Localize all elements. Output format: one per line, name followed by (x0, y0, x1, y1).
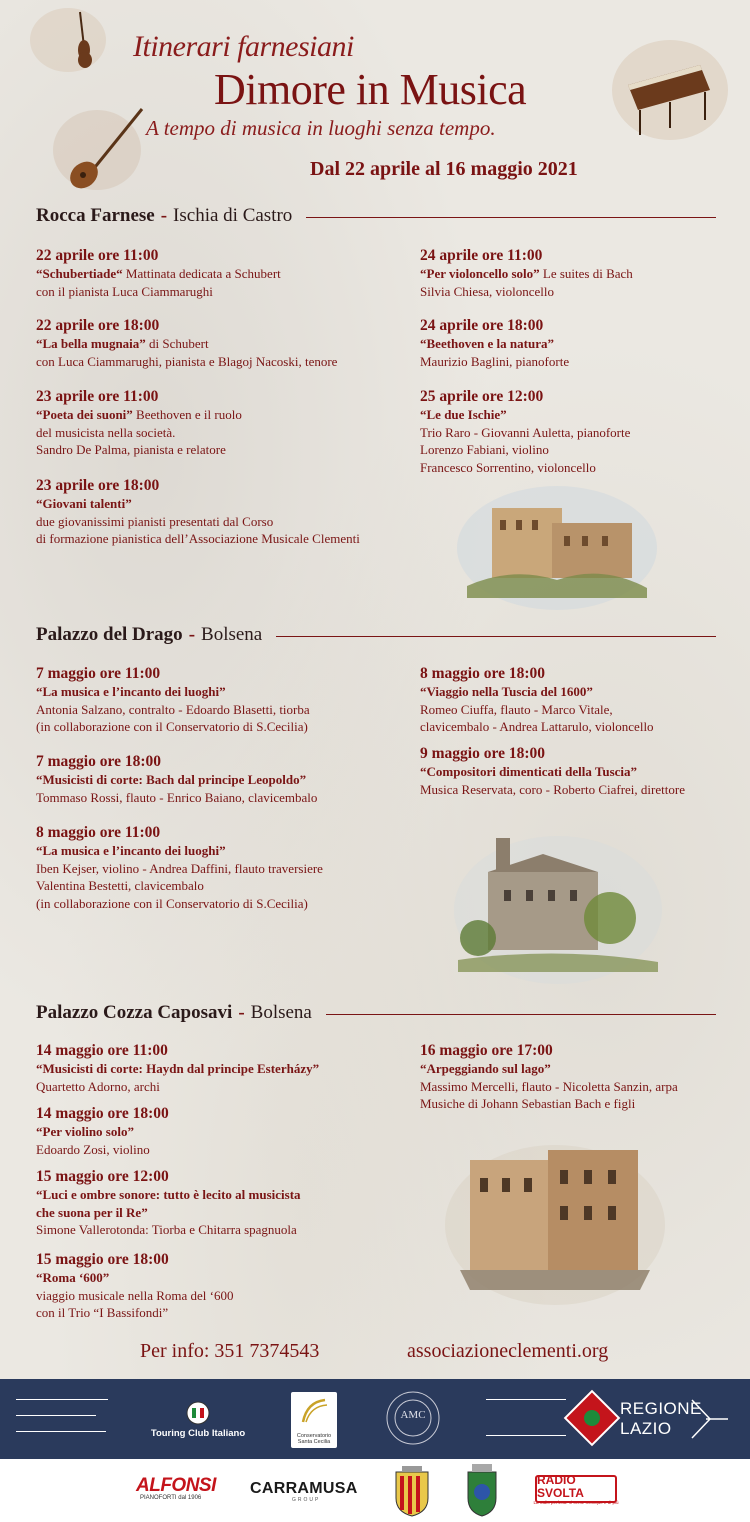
event-title: “Per violoncello solo” (420, 266, 540, 281)
rocca-farnese-watercolor (452, 468, 662, 618)
event-detail: viaggio musicale nella Roma del ‘600 (36, 1287, 234, 1303)
event-date: 23 aprile ore 18:00 (36, 477, 160, 494)
event-detail: con il pianista Luca Ciammarughi (36, 283, 213, 299)
event-item (36, 388, 416, 459)
event-item (420, 317, 720, 370)
event-title: “Arpeggiando sul lago” (420, 1061, 551, 1076)
event-item (36, 1251, 416, 1322)
event-date: 25 aprile ore 12:00 (420, 388, 544, 405)
event-description: di Schubert (145, 336, 209, 351)
touring-club-icon (186, 1401, 210, 1425)
series-title: Itinerari farnesiani (133, 30, 354, 63)
municipality-coat-of-arms-icon (462, 1460, 502, 1518)
radio-svolta-tagline: La radio perfetta: si sente ovunque e di più (533, 1499, 619, 1505)
event-title: “Luci e ombre sonore: tutto è lecito al musicista (36, 1187, 301, 1202)
event-detail: con Luca Ciammarughi, pianista e Blagoj Nacoski, tenore (36, 353, 338, 369)
venue-town: Ischia di Castro (173, 205, 293, 226)
venue-town: Bolsena (250, 1002, 312, 1023)
event-date: 24 aprile ore 11:00 (420, 247, 543, 264)
event-detail: di formazione pianistica dell’Associazione Musicale Clementi (36, 531, 360, 546)
event-title: “La musica e l’incanto dei luoghi” (36, 843, 226, 858)
event-detail: (in collaborazione con il Conservatorio di S.Cecilia) (36, 895, 308, 911)
band-line (486, 1399, 566, 1400)
event-title: “Giovani talenti” (36, 496, 132, 511)
carramusa-logo: CARRAMUSA (250, 1480, 358, 1497)
page-subtitle: A tempo di musica in luoghi senza tempo. (146, 116, 496, 140)
event-description: Mattinata dedicata a Schubert (122, 266, 281, 281)
lute-illustration (52, 95, 152, 195)
touring-club-label: Touring Club Italiano (150, 1427, 246, 1439)
harpsichord-illustration (610, 30, 730, 150)
section-rule (276, 636, 716, 637)
event-detail: Musiche di Johann Sebastian Bach e figli (420, 1096, 636, 1111)
palazzo-del-drago-watercolor (448, 820, 668, 990)
event-item (420, 1042, 730, 1113)
event-detail: (in collaborazione con il Conservatorio di S.Cecilia) (36, 719, 308, 734)
event-date: 9 maggio ore 18:00 (420, 745, 545, 762)
event-item (420, 745, 720, 798)
event-detail: Sandro De Palma, pianista e relatore (36, 442, 226, 457)
event-description: Le suites di Bach (539, 266, 633, 281)
section-rule (326, 1014, 716, 1015)
event-detail: Edoardo Zosi, violino (36, 1141, 150, 1157)
section-header-palazzo-del-drago (36, 622, 716, 648)
event-date: 16 maggio ore 17:00 (420, 1042, 553, 1059)
event-detail: Trio Raro - Giovanni Auletta, pianoforte (420, 424, 631, 440)
event-title: “Le due Ischie” (420, 407, 507, 422)
band-line (16, 1399, 108, 1400)
event-detail: del musicista nella società. (36, 424, 176, 440)
venue-town: Bolsena (201, 624, 263, 645)
bolsena-coat-of-arms-icon (392, 1462, 432, 1518)
festival-dates: Dal 22 aprile al 16 maggio 2021 (310, 158, 578, 180)
touring-club-logo (148, 1397, 248, 1442)
event-item (36, 665, 416, 736)
event-detail: due giovanissimi pianisti presentati dal Corso (36, 513, 274, 529)
event-date: 8 maggio ore 11:00 (36, 824, 161, 841)
event-title: “La bella mugnaia” (36, 336, 146, 351)
event-detail: Iben Kejser, violino - Andrea Daffini, flauto traversiere (36, 860, 323, 876)
violin-illustration (28, 4, 108, 76)
alfonsi-logo: ALFONSI (136, 1475, 216, 1496)
event-title: “Beethoven e la natura” (420, 336, 554, 351)
carramusa-tagline: GROUP (292, 1497, 321, 1503)
band-line (16, 1415, 96, 1416)
regione-lazio-label-line1: REGIONE (620, 1399, 702, 1418)
regione-lazio-label-line2: LAZIO (620, 1419, 672, 1438)
radio-svolta-logo (533, 1472, 619, 1505)
event-item (36, 477, 436, 548)
event-title: “Schubertiade“ (36, 266, 123, 281)
event-item (420, 388, 720, 476)
event-date: 14 maggio ore 11:00 (36, 1042, 168, 1059)
event-item (36, 247, 416, 300)
palazzo-cozza-caposavi-watercolor (440, 1130, 670, 1310)
event-date: 7 maggio ore 11:00 (36, 665, 161, 682)
event-item (36, 1042, 416, 1095)
venue-name: Palazzo del Drago (36, 624, 183, 645)
conservatorio-label: Conservatorio Santa Cecilia (296, 1433, 332, 1445)
event-detail: Musica Reservata, coro - Roberto Ciafrei, direttore (420, 781, 685, 797)
event-detail: clavicembalo - Andrea Lattarulo, violoncello (420, 719, 654, 734)
event-item (36, 1168, 416, 1239)
section-rule (306, 217, 716, 218)
event-detail: Francesco Sorrentino, violoncello (420, 459, 596, 475)
event-detail: Lorenzo Fabiani, violino (420, 442, 549, 457)
band-line (16, 1431, 106, 1432)
event-item (36, 317, 416, 370)
event-item (420, 247, 720, 300)
event-title: “La musica e l’incanto dei luoghi” (36, 684, 226, 699)
event-detail: Tommaso Rossi, flauto - Enrico Baiano, clavicembalo (36, 789, 318, 805)
event-item (36, 1105, 416, 1158)
event-date: 24 aprile ore 18:00 (420, 317, 544, 334)
event-date: 14 maggio ore 18:00 (36, 1105, 169, 1122)
band-line (486, 1435, 566, 1436)
event-detail: Valentina Bestetti, clavicembalo (36, 878, 204, 893)
section-header-rocca-farnese (36, 203, 716, 229)
alfonsi-tagline: PIANOFORTI dal 1906 (140, 1495, 202, 1501)
section-header-palazzo-cozza-caposavi (36, 1000, 716, 1026)
event-detail: Simone Vallerotonda: Tiorba e Chitarra spagnuola (36, 1222, 297, 1237)
event-date: 22 aprile ore 11:00 (36, 247, 159, 264)
event-title: “Viaggio nella Tuscia del 1600” (420, 684, 593, 699)
event-detail: Maurizio Baglini, pianoforte (420, 353, 570, 369)
conservatorio-icon (297, 1396, 331, 1426)
event-date: 15 maggio ore 18:00 (36, 1251, 169, 1268)
event-item (420, 665, 720, 736)
event-title: “Per violino solo” (36, 1124, 134, 1139)
venue-name: Palazzo Cozza Caposavi (36, 1002, 233, 1023)
event-detail: Antonia Salzano, contralto - Edoardo Blasetti, tiorba (36, 701, 310, 717)
amc-label: AMC (400, 1409, 426, 1421)
event-item (36, 824, 416, 912)
info-website[interactable]: associazioneclementi.org (407, 1340, 609, 1362)
event-date: 7 maggio ore 18:00 (36, 753, 161, 770)
venue-separator: - (160, 205, 168, 226)
venue-name: Rocca Farnese (36, 205, 155, 226)
sponsors-strip (0, 1459, 750, 1522)
venue-separator: - (238, 1002, 245, 1023)
event-title: “Musicisti di corte: Bach dal principe Leopoldo” (36, 772, 307, 787)
regione-lazio-emblem-center (584, 1410, 600, 1426)
event-title: “Poeta dei suoni” (36, 407, 133, 422)
event-detail: Massimo Mercelli, flauto - Nicoletta Sanzin, arpa (420, 1078, 678, 1094)
event-date: 22 aprile ore 18:00 (36, 317, 160, 334)
event-title: “Musicisti di corte: Haydn dal principe Esterházy” (36, 1061, 320, 1076)
event-detail: Quartetto Adorno, archi (36, 1078, 160, 1094)
event-detail: Romeo Ciuffa, flauto - Marco Vitale, (420, 701, 613, 717)
event-title: “Compositori dimenticati della Tuscia” (420, 764, 638, 779)
event-title-continued: che suona per il Re” (36, 1204, 148, 1220)
info-phone: Per info: 351 7374543 (140, 1340, 320, 1362)
event-date: 23 aprile ore 11:00 (36, 388, 159, 405)
regione-lazio-arrow-icon (690, 1398, 730, 1440)
event-date: 8 maggio ore 18:00 (420, 665, 545, 682)
event-detail: con il Trio “I Bassifondi” (36, 1305, 169, 1320)
event-description: Beethoven e il ruolo (132, 407, 242, 422)
venue-separator: - (188, 624, 196, 645)
event-title: “Roma ‘600” (36, 1270, 110, 1285)
page-title: Dimore in Musica (214, 65, 527, 114)
event-date: 15 maggio ore 12:00 (36, 1168, 169, 1185)
event-detail: Silvia Chiesa, violoncello (420, 283, 554, 299)
radio-svolta-label: RADIO SVOLTA (537, 1472, 584, 1500)
event-item (36, 753, 416, 806)
conservatorio-logo (291, 1392, 337, 1448)
